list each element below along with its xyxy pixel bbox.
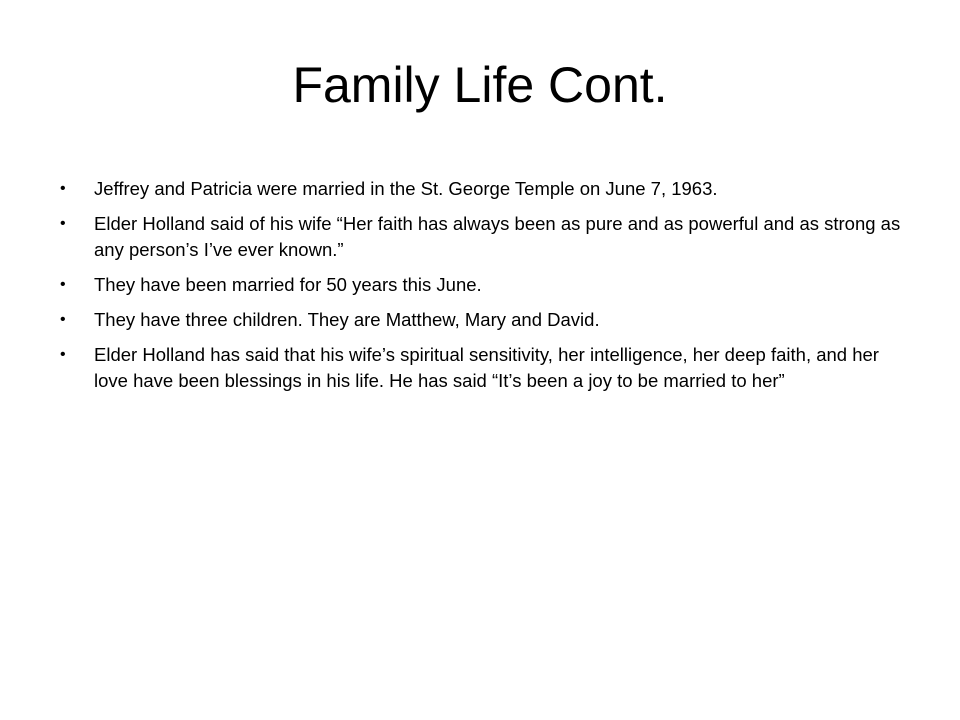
bullet-icon: •: [60, 215, 66, 232]
bullet-text: Elder Holland said of his wife “Her faith has always been as pure and as powerful and as strong as any person’s I’ve ever known.”: [94, 213, 901, 260]
bullet-item: [60, 307, 912, 333]
bullet-list: [60, 176, 912, 403]
bullet-text: Jeffrey and Patricia were married in the St. George Temple on June 7, 1963.: [94, 178, 718, 199]
bullet-icon: •: [60, 180, 66, 197]
bullet-item: [60, 272, 912, 298]
bullet-icon: •: [60, 276, 66, 293]
bullet-item: [60, 342, 912, 394]
bullet-icon: •: [60, 311, 66, 328]
bullet-text: Elder Holland has said that his wife’s spiritual sensitivity, her intelligence, her deep faith, and her love have been blessings in his life. He has said “It’s been a joy to be married to her”: [94, 344, 879, 391]
bullet-text: They have been married for 50 years this June.: [94, 274, 482, 295]
bullet-icon: •: [60, 346, 66, 363]
slide-title: Family Life Cont.: [292, 57, 668, 113]
bullet-item: [60, 211, 912, 263]
bullet-text: They have three children. They are Matthew, Mary and David.: [94, 309, 600, 330]
bullet-item: [60, 176, 912, 202]
